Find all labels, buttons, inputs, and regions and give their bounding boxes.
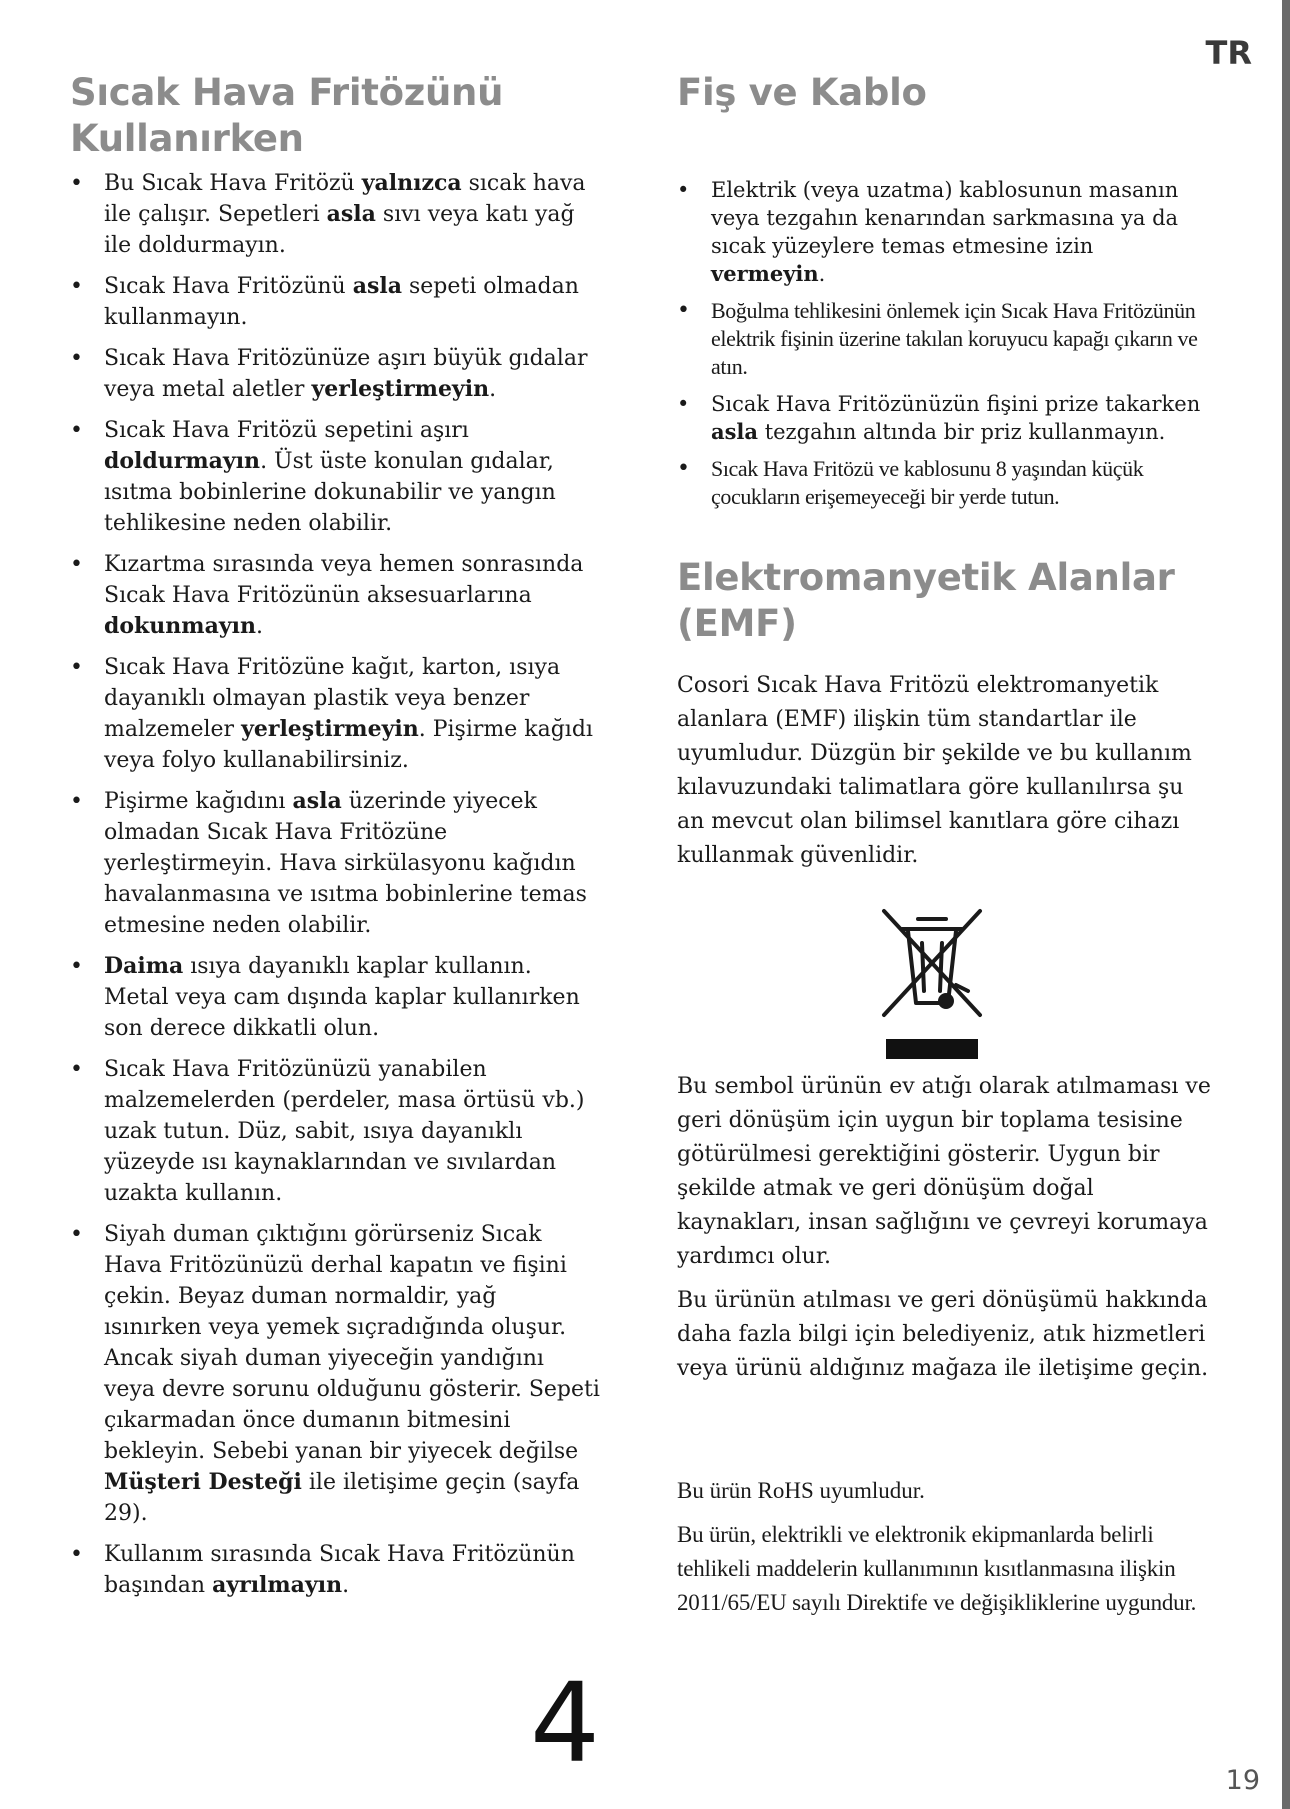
list-item: • Sıcak Hava Fritözü sepetini aşırı doldurmayın. Üst üste konulan gıdalar, ısıtma bobinlerine dokunabilir ve yangın tehlikesine neden olabilir.: [70, 415, 600, 539]
list-item: • Kullanım sırasında Sıcak Hava Fritözünün başından ayrılmayın.: [70, 1539, 600, 1601]
list-item: • Boğulma tehlikesini önlemek için Sıcak Hava Fritözünün elektrik fişinin üzerine takılan koruyucu kapağı çıkarın ve atın.: [677, 297, 1212, 381]
list-item: • Sıcak Hava Fritözünüze aşırı büyük gıdalar veya metal aletler yerleştirmeyin.: [70, 343, 600, 405]
list-item: • Sıcak Hava Fritözü ve kablosunu 8 yaşından küçük çocukların erişemeyeceği bir yerde tutun.: [677, 455, 1212, 511]
list-item: • Kızartma sırasında veya hemen sonrasında Sıcak Hava Fritözünün aksesuarlarına dokunmayın.: [70, 549, 600, 642]
list-item: • Sıcak Hava Fritözüne kağıt, karton, ısıya dayanıklı olmayan plastik veya benzer malzemeler yerleştirmeyin. Pişirme kağıdı veya folyo kullanabilirsiniz.: [70, 652, 600, 776]
large-page-marker: 4: [530, 1659, 600, 1787]
disposal-paragraph: Bu sembol ürünün ev atığı olarak atılmaması ve geri dönüşüm için uygun bir toplama tesisine götürülmesi gerektiğini gösterir. Uygun bir şekilde atmak ve geri dönüşüm doğal kaynakları, insan sağlığını ve çevreyi korumaya yardımcı olur.: [677, 1074, 1211, 1269]
list-item: • Bu Sıcak Hava Fritözü yalnızca sıcak hava ile çalışır. Sepetleri asla sıvı veya katı yağ ile doldurmayın.: [70, 168, 600, 261]
contact-paragraph: Bu ürünün atılması ve geri dönüşümü hakkında daha fazla bilgi için belediyeniz, atık hizmetleri veya ürünü aldığınız mağaza ile iletişime geçin.: [677, 1288, 1209, 1381]
emf-paragraph: Cosori Sıcak Hava Fritözü elektromanyetik alanlara (EMF) ilişkin tüm standartlar ile uyumludur. Düzgün bir şekilde ve bu kullanım kılavuzundaki talimatlara göre kullanılırsa şu an mevcut olan bilimsel kanıtlara göre cihazı kullanmak güvenlidir.: [677, 673, 1192, 868]
section-title-using: [70, 70, 600, 162]
plug-cord-list: [677, 176, 1212, 511]
section-title-line2: Kullanırken: [70, 117, 304, 160]
page-edge-bar: [1282, 0, 1290, 1809]
page-number: 19: [1225, 1765, 1260, 1796]
directive-paragraph: Bu ürün, elektrikli ve elektronik ekipmanlarda belirli tehlikeli maddelerin kullanımının kısıtlanmasına ilişkin 2011/65/EU sayılı Direktife ve değişikliklerine uygundur.: [677, 1522, 1197, 1615]
list-item: • Sıcak Hava Fritözünü asla sepeti olmadan kullanmayın.: [70, 271, 600, 333]
section-title-line1: Sıcak Hava Fritözünü: [70, 71, 504, 114]
list-item: • Siyah duman çıktığını görürseniz Sıcak Hava Fritözünüzü derhal kapatın ve fişini çekin. Beyaz duman normaldir, yağ ısınırken veya yemek sıçradığında oluşur. Ancak siyah duman yiyeceğin yandığını veya devre sorunu olduğunu gösterir. Sepeti çıkarmadan önce dumanın bitmesini bekleyin. Sebebi yanan bir yiyecek değilse Müşteri Desteği ile iletişime geçin (sayfa 29).: [70, 1219, 600, 1529]
list-item: • Sıcak Hava Fritözünüzü yanabilen malzemelerden (perdeler, masa örtüsü vb.) uzak tutun. Düz, sabit, ısıya dayanıklı yüzeyde ısı kaynaklarından ve sıvılardan uzakta kullanın.: [70, 1054, 600, 1209]
list-item: • Pişirme kağıdını asla üzerinde yiyecek olmadan Sıcak Hava Fritözüne yerleştirmeyin. Hava sirkülasyonu kağıdın havalanmasına ve ısıtma bobinlerine temas etmesine neden olabilir.: [70, 786, 600, 941]
using-safety-list: [70, 168, 600, 1601]
language-tag: TR: [1205, 34, 1252, 72]
weee-symbol: [677, 907, 1212, 1066]
right-column: [677, 70, 1212, 1620]
rohs-paragraph: Bu ürün RoHS uyumludur.: [677, 1478, 925, 1503]
section-title-plug-cord: Fiş ve Kablo: [677, 71, 927, 114]
crossed-out-wheelie-bin-icon: [872, 907, 992, 1062]
list-item: • Daima ısıya dayanıklı kaplar kullanın. Metal veya cam dışında kaplar kullanırken son derece dikkatli olun.: [70, 951, 600, 1044]
list-item: • Sıcak Hava Fritözünüzün fişini prize takarken asla tezgahın altında bir priz kullanmayın.: [677, 390, 1212, 446]
list-item: • Elektrik (veya uzatma) kablosunun masanın veya tezgahın kenarından sarkmasına ya da sıcak yüzeylere temas etmesine izin vermeyin.: [677, 176, 1212, 288]
section-title-emf: Elektromanyetik Alanlar (EMF): [677, 556, 1175, 645]
left-column: [70, 70, 600, 1611]
